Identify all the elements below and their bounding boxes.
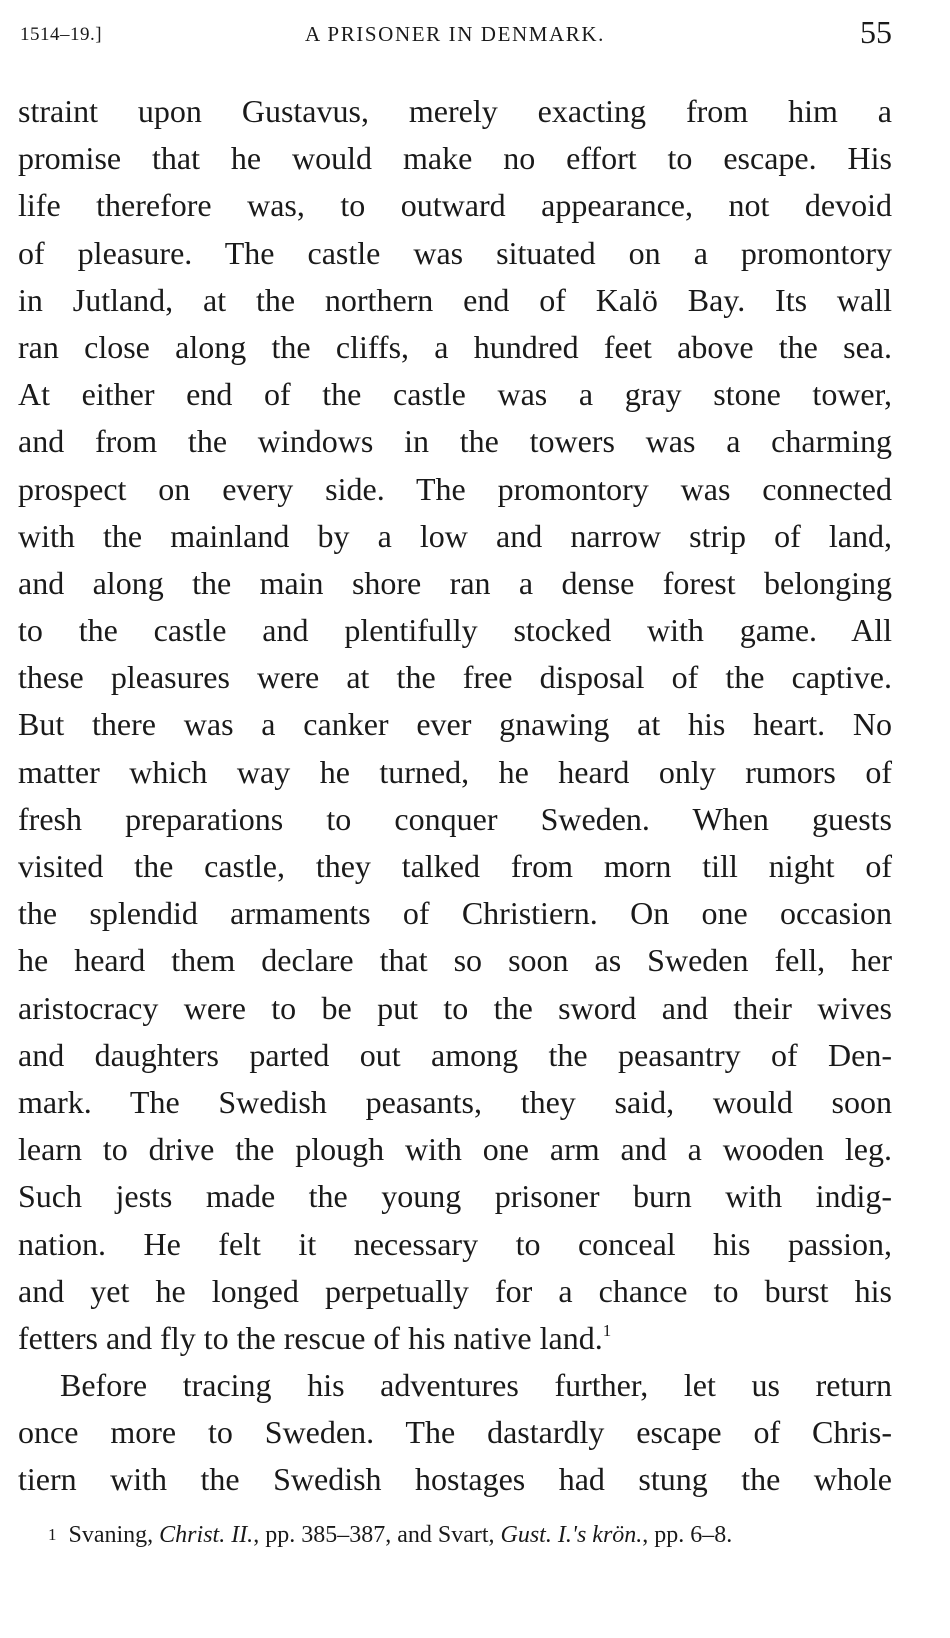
footnote-mark: 1 [48, 1525, 57, 1544]
text-line: he heard them declare that so soon as Sweden fell, her [18, 942, 892, 979]
text-line: prospect on every side. The promontory was connected [18, 470, 892, 507]
text-line: aristocracy were to be put to the sword and their wives [18, 989, 892, 1026]
text-line: with the mainland by a low and narrow strip of land, [18, 517, 892, 554]
footnote-text: , pp. 6–8. [642, 1522, 733, 1548]
text-line: At either end of the castle was a gray stone tower, [18, 376, 892, 413]
paragraph-end-line [18, 1315, 892, 1362]
text-line: and from the windows in the towers was a charming [18, 423, 892, 460]
footnote-work-title: Christ. II. [159, 1522, 254, 1548]
text-line: of pleasure. The castle was situated on a promontory [18, 234, 892, 271]
body-text [18, 88, 892, 1504]
footnote-work-title: Gust. I.'s krön. [500, 1522, 643, 1548]
footnote-reference: 1 [602, 1320, 612, 1340]
running-head-title: A PRISONER IN DENMARK. [304, 22, 606, 46]
running-head [18, 14, 892, 54]
paragraph-start-line: Before tracing his adventures further, let us return [60, 1367, 892, 1404]
text-line: visited the castle, they talked from morn till night of [18, 848, 892, 884]
text-line: the splendid armaments of Christiern. On one occasion [18, 895, 892, 932]
text-line: promise that he would make no effort to escape. His [18, 140, 892, 177]
text-line: straint upon Gustavus, merely exacting from him a [18, 93, 892, 129]
text-line-content: fetters and fly to the rescue of his native land. [18, 1319, 603, 1356]
page-number: 55 [860, 14, 892, 50]
text-line: tiern with the Swedish hostages had stung the whole [18, 1461, 892, 1498]
text-line: Such jests made the young prisoner burn with indig- [18, 1178, 892, 1215]
text-line: mark. The Swedish peasants, they said, would soon [18, 1083, 892, 1120]
text-line: and daughters parted out among the peasantry of Den- [18, 1036, 892, 1073]
text-line: life therefore was, to outward appearance, not devoid [18, 187, 892, 224]
text-line: nation. He felt it necessary to conceal his passion, [18, 1225, 892, 1262]
text-line: learn to drive the plough with one arm and a wooden leg. [18, 1131, 892, 1168]
text-line: ran close along the cliffs, a hundred feet above the sea. [18, 328, 892, 365]
text-line: once more to Sweden. The dastardly escape of Chris- [18, 1414, 892, 1451]
text-line: But there was a canker ever gnawing at his heart. No [18, 706, 892, 743]
text-line: fresh preparations to conquer Sweden. When guests [18, 800, 892, 837]
text-line: these pleasures were at the free disposal of the captive. [18, 659, 892, 696]
text-line: matter which way he turned, he heard only rumors of [18, 753, 892, 790]
text-line: to the castle and plentifully stocked with game. All [18, 612, 892, 649]
footnote-text: , pp. 385–387, and Svart, [253, 1522, 501, 1548]
footnote-text: Svaning, [68, 1522, 160, 1548]
running-head-years: 1514–19.] [20, 24, 103, 45]
text-line: in Jutland, at the northern end of Kalö Bay. Its wall [18, 281, 892, 318]
text-line: and yet he longed perpetually for a chance to burst his [18, 1272, 892, 1309]
footnote [48, 1520, 892, 1550]
text-line: and along the main shore ran a dense forest belonging [18, 564, 892, 601]
book-page [18, 0, 892, 1638]
